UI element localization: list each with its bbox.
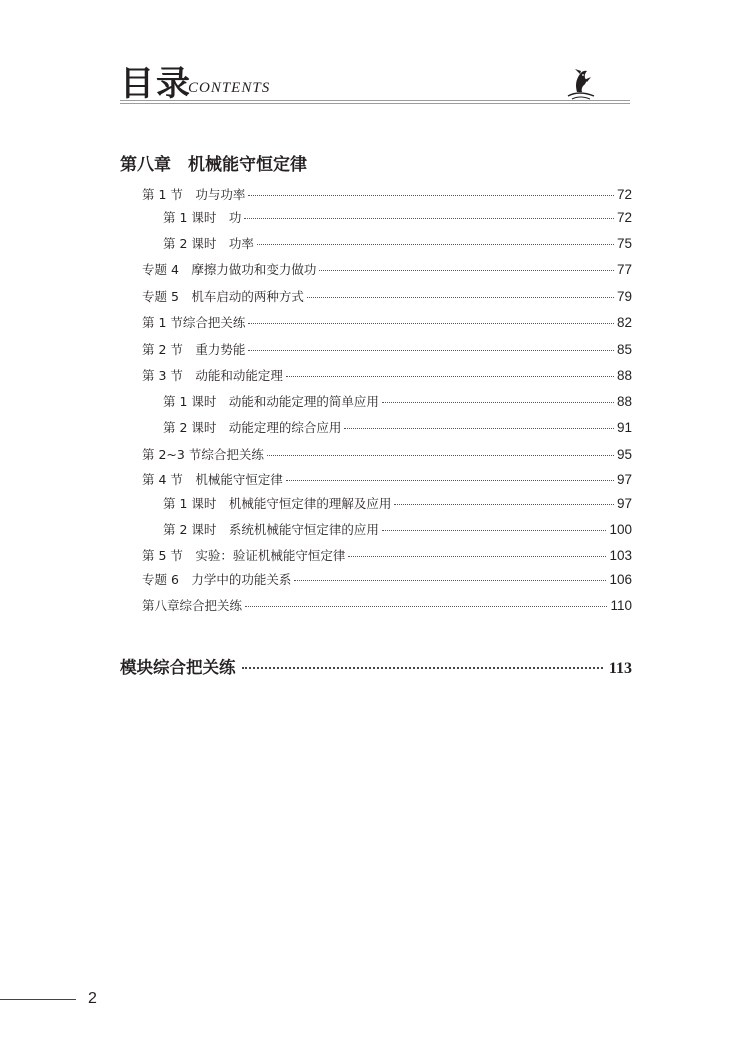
toc-entry-section[interactable]	[142, 366, 632, 384]
toc-entry-module[interactable]	[120, 654, 632, 678]
toc-entry-label: 第 1 课时 动能和动能定理的简单应用	[163, 394, 379, 409]
toc-entry-label: 第 2 课时 动能定理的综合应用	[163, 420, 342, 435]
toc-entry-page: 79	[616, 289, 632, 304]
toc-entry-topic[interactable]	[142, 260, 632, 278]
dot-leader	[394, 504, 614, 505]
toc-entry-page: 106	[609, 572, 632, 587]
toc-entry-review[interactable]	[142, 445, 632, 463]
toc-entry-label: 第 2~3 节综合把关练	[142, 447, 264, 462]
contents-title-english: CONTENTS	[188, 80, 271, 96]
toc-entry-page: 88	[616, 368, 632, 383]
header-rule	[120, 100, 630, 104]
toc-entry-section[interactable]	[142, 340, 632, 358]
toc-entry-page: 72	[616, 187, 632, 202]
toc-entry-page: 113	[608, 660, 632, 677]
fish-logo-icon	[560, 66, 598, 102]
toc-entry-label: 专题 6 力学中的功能关系	[142, 572, 292, 587]
toc-entry-lesson[interactable]	[163, 520, 632, 538]
toc-entry-label: 第 1 课时 机械能守恒定律的理解及应用	[163, 496, 392, 511]
toc-entry-label: 第 5 节 实验：验证机械能守恒定律	[142, 548, 346, 563]
dot-leader	[382, 530, 607, 531]
dot-leader	[307, 297, 614, 298]
dot-leader	[286, 480, 614, 481]
toc-entry-lesson[interactable]	[163, 234, 632, 252]
toc-entry-page: 97	[616, 496, 632, 511]
toc-entry-page: 97	[616, 472, 632, 487]
dot-leader	[294, 580, 606, 581]
toc-entry-page: 82	[616, 315, 632, 330]
toc-entry-label: 第 3 节 动能和动能定理	[142, 368, 283, 383]
toc-entry-lesson[interactable]	[163, 208, 632, 226]
dot-leader	[242, 667, 603, 669]
dot-leader	[319, 270, 614, 271]
toc-entry-label: 第 1 课时 功	[163, 210, 242, 225]
toc-entry-label: 专题 4 摩擦力做功和变力做功	[142, 262, 317, 277]
chapter-heading: 第八章 机械能守恒定律	[120, 155, 307, 175]
dot-leader	[248, 350, 614, 351]
toc-entry-page: 72	[616, 210, 632, 225]
toc-entry-section[interactable]	[142, 470, 632, 488]
page-number: 2	[88, 990, 97, 1007]
toc-entry-page: 103	[609, 548, 632, 563]
dot-leader	[382, 402, 614, 403]
dot-leader	[245, 606, 607, 607]
dot-leader	[267, 455, 614, 456]
toc-entry-page: 91	[616, 420, 632, 435]
toc-entry-page: 95	[616, 447, 632, 462]
toc-entry-page: 85	[616, 342, 632, 357]
footer-rule	[0, 999, 76, 1000]
contents-title: 目录	[120, 64, 192, 104]
toc-entry-label: 第八章综合把关练	[142, 598, 243, 613]
toc-entry-section[interactable]	[142, 185, 632, 203]
toc-entry-page: 88	[616, 394, 632, 409]
toc-entry-label: 专题 5 机车启动的两种方式	[142, 289, 304, 304]
toc-entry-label: 第 2 课时 功率	[163, 236, 254, 251]
toc-entry-lesson[interactable]	[163, 418, 632, 436]
dot-leader	[248, 195, 614, 196]
toc-entry-label: 第 1 节综合把关练	[142, 315, 246, 330]
toc-entry-page: 110	[610, 598, 632, 613]
dot-leader	[244, 218, 614, 219]
toc-entry-label: 第 1 节 功与功率	[142, 187, 246, 202]
dot-leader	[286, 376, 614, 377]
dot-leader	[257, 244, 614, 245]
toc-entry-label: 第 4 节 机械能守恒定律	[142, 472, 283, 487]
toc-entry-review[interactable]	[142, 596, 632, 614]
toc-entry-page: 100	[609, 522, 632, 537]
toc-entry-label: 第 2 节 重力势能	[142, 342, 246, 357]
page-header	[120, 64, 630, 108]
dot-leader	[348, 556, 606, 557]
toc-entry-lesson[interactable]	[163, 494, 632, 512]
toc-entry-section[interactable]	[142, 546, 632, 564]
toc-entry-label: 模块综合把关练	[120, 658, 236, 677]
toc-entry-topic[interactable]	[142, 570, 632, 588]
dot-leader	[248, 323, 614, 324]
toc-entry-page: 75	[616, 236, 632, 251]
toc-entry-topic[interactable]	[142, 287, 632, 305]
toc-entry-page: 77	[616, 262, 632, 277]
toc-entry-lesson[interactable]	[163, 392, 632, 410]
dot-leader	[344, 428, 614, 429]
toc-entry-review[interactable]	[142, 313, 632, 331]
toc-entry-label: 第 2 课时 系统机械能守恒定律的应用	[163, 522, 379, 537]
